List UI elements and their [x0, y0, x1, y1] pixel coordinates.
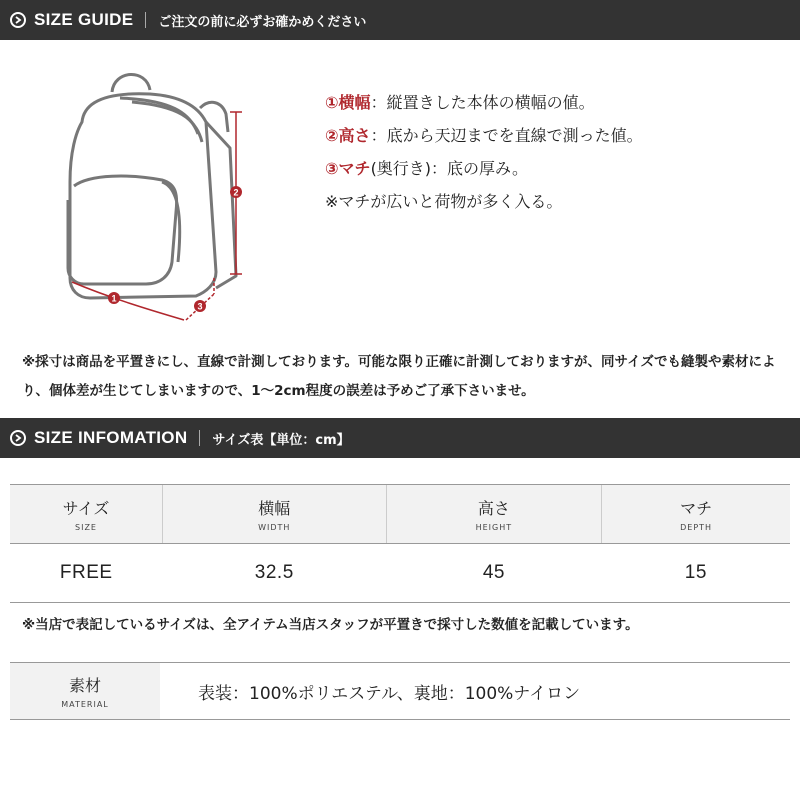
header-size: [10, 485, 163, 544]
cell-size: FREE: [10, 544, 163, 603]
cell-depth: 15: [602, 544, 790, 603]
header-jp: マチ: [680, 499, 713, 518]
section-subtitle: サイズ表【単位：cm】: [212, 432, 350, 448]
header-jp: 高さ: [477, 499, 510, 518]
section-title: SIZE INFOMATION: [34, 428, 188, 447]
note-height: [325, 119, 643, 152]
section-subtitle: ご注文の前に必ずお確かめください: [158, 14, 367, 30]
cell-height: 45: [386, 544, 602, 603]
material-row: [10, 662, 790, 720]
divider: [145, 12, 146, 28]
note-text: ：底から天辺までを直線で測った値。: [370, 126, 643, 145]
material-label: [10, 663, 160, 719]
backpack-diagram: [50, 62, 310, 342]
note-number: ②: [325, 126, 339, 145]
marker-3-label: 3: [197, 301, 203, 312]
header-en: WIDTH: [258, 523, 291, 532]
header-height: [386, 485, 602, 544]
note-width: [325, 86, 643, 119]
material-value: 表装：100%ポリエステル、裏地：100%ナイロン: [198, 683, 581, 704]
note-term: 横幅: [338, 93, 371, 112]
table-row: [10, 544, 790, 603]
size-table: [10, 484, 790, 603]
size-guide-header: [0, 0, 800, 40]
header-depth: [602, 485, 790, 544]
header-jp: サイズ: [62, 499, 110, 518]
header-width: [163, 485, 387, 544]
store-note: ※当店で表記しているサイズは、全アイテム当店スタッフが平置きで採寸した数値を記載しています。: [22, 617, 639, 633]
size-info-header: [0, 418, 800, 458]
note-term: マチ: [338, 159, 371, 178]
header-jp: 横幅: [258, 499, 291, 518]
note-extra: ※マチが広いと荷物が多く入る。: [325, 192, 563, 211]
header-en: HEIGHT: [475, 523, 513, 532]
section-title: SIZE GUIDE: [34, 10, 134, 29]
material-label-en: MATERIAL: [61, 700, 109, 709]
note-number: ①: [325, 93, 339, 112]
note-term: 高さ: [338, 126, 371, 145]
note-text: ：縦置きした本体の横幅の値。: [370, 93, 595, 112]
marker-1-label: 1: [111, 293, 117, 304]
header-en: SIZE: [75, 523, 97, 532]
note-depth: [325, 152, 643, 185]
chevron-right-icon: [10, 12, 26, 28]
table-header-row: [10, 485, 790, 544]
divider: [199, 430, 200, 446]
cell-width: 32.5: [163, 544, 387, 603]
header-en: DEPTH: [680, 523, 713, 532]
note-text: (奥行き)：底の厚み。: [370, 159, 529, 178]
note-number: ③: [325, 159, 339, 178]
material-label-jp: 素材: [68, 676, 101, 695]
chevron-right-icon: [10, 430, 26, 446]
measurement-notes: [325, 86, 643, 218]
marker-2-label: 2: [233, 187, 239, 198]
measurement-disclaimer: ※採寸は商品を平置きにし、直線で計測しております。可能な限り正確に計測しておりますが、同サイズでも縫製や素材により、個体差が生じてしまいますので、1〜2cm程度の誤差は予めご了承下さいませ。: [22, 354, 776, 399]
